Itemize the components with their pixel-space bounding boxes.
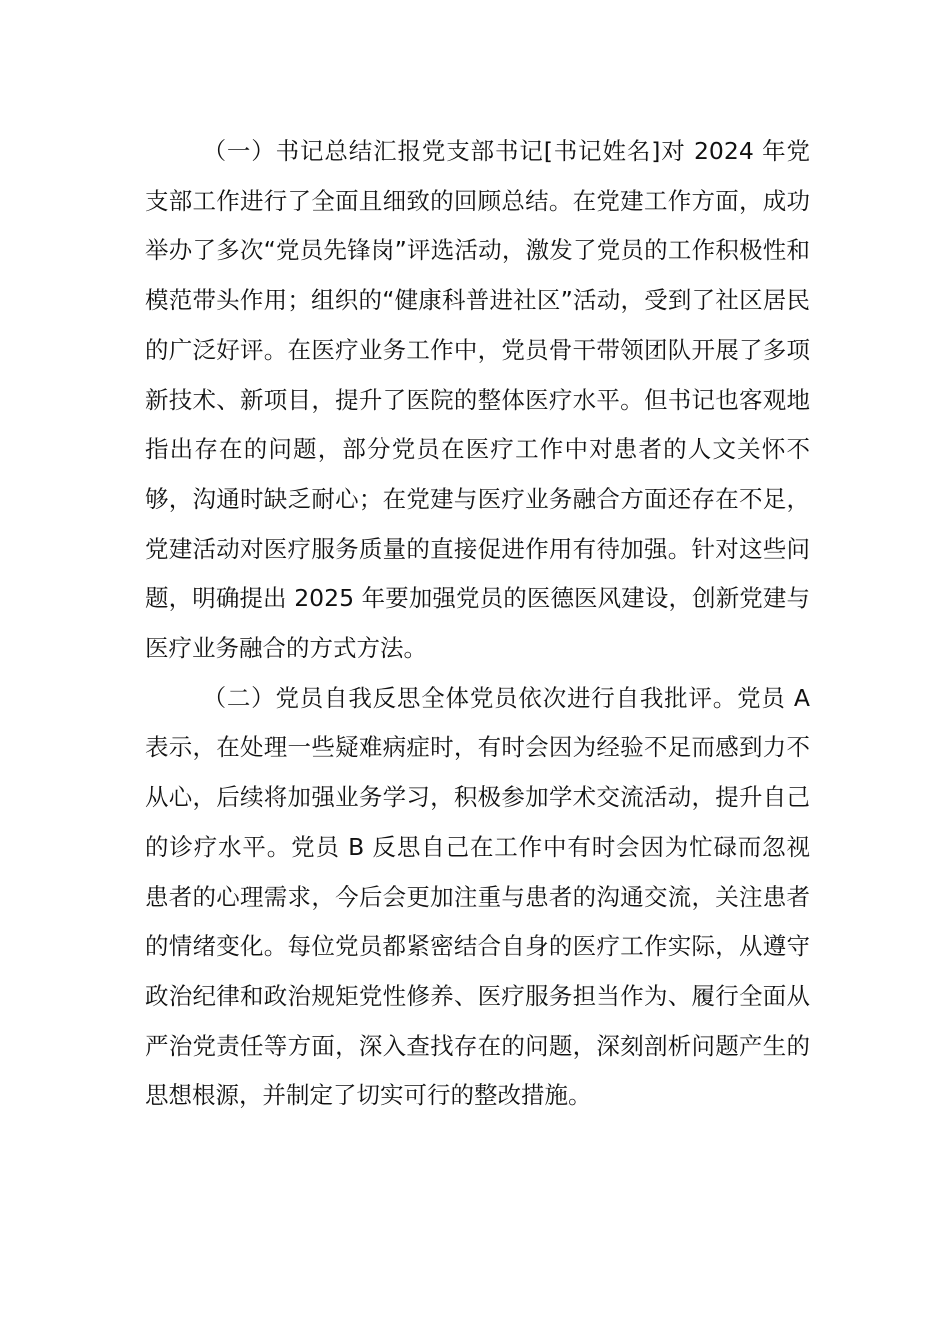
text-line: 干带领团队开展了多项新技术、新项目，提升了医院的整 xyxy=(145,335,811,414)
text-line: 服务质量的直接促进作用有待加强。针对这些问题，明确 xyxy=(145,534,811,613)
text-line: 有时会因为忙碌而忽视患者的心理需求，今后会更加注重 xyxy=(145,832,811,911)
text-line: 密结合自身的医疗工作实际，从遵守政治纪律和政治规矩 xyxy=(145,932,811,1010)
text-line: （一）书记总结汇报党支部书记[书记姓名]对 2024 年 xyxy=(202,137,787,165)
text-line: （二）党员自我反思全体党员依次进行自我批评。党 xyxy=(202,683,762,712)
text-line: 员 A 表示，在处理一些疑难病症时，有时会因为经验不足 xyxy=(145,683,811,762)
text-line: 方面，深入查找存在的问题，深刻剖析问题产生的思想根 xyxy=(145,1031,811,1110)
text-line: 面，成功举办了多次“党员先锋岗”评选活动，激发了党员的 xyxy=(145,186,811,265)
text-line: 提出 2025 年要加强党员的医德医风建设，创新党建与医疗 xyxy=(145,584,811,663)
text-line: 流活动，提升自己的诊疗水平。党员 B 反思自己在工作中 xyxy=(145,783,811,861)
text-line: 在医疗工作中对患者的人文关怀不够，沟通时缺乏耐心； xyxy=(145,435,811,513)
paragraph-party-secretary-summary xyxy=(145,127,810,674)
text-line: 党性修养、医疗服务担当作为、履行全面从严治党责任等 xyxy=(145,981,811,1060)
text-line: 在党建与医疗业务融合方面还存在不足，党建活动对医疗 xyxy=(145,484,811,563)
text-line: 党支部工作进行了全面且细致的回顾总结。在党建工作方 xyxy=(145,137,810,215)
text-line: 工作积极性和模范带头作用；组织的“健康科普进社区”活动， xyxy=(145,236,811,315)
text-line: 业务融合的方式方法。 xyxy=(192,634,427,663)
text-line: 与患者的沟通交流，关注患者的情绪变化。每位党员都紧 xyxy=(145,882,811,961)
paragraph-member-self-reflection xyxy=(145,674,810,1121)
text-line: 体医疗水平。但书记也客观地指出存在的问题，部分党员 xyxy=(145,385,811,464)
text-line: 受到了社区居民的广泛好评。在医疗业务工作中，党员骨 xyxy=(145,286,811,364)
text-line: 源，并制定了切实可行的整改措施。 xyxy=(215,1081,592,1110)
document-body xyxy=(145,127,810,1121)
text-line: 而感到力不从心，后续将加强业务学习，积极参加学术交 xyxy=(145,733,811,812)
